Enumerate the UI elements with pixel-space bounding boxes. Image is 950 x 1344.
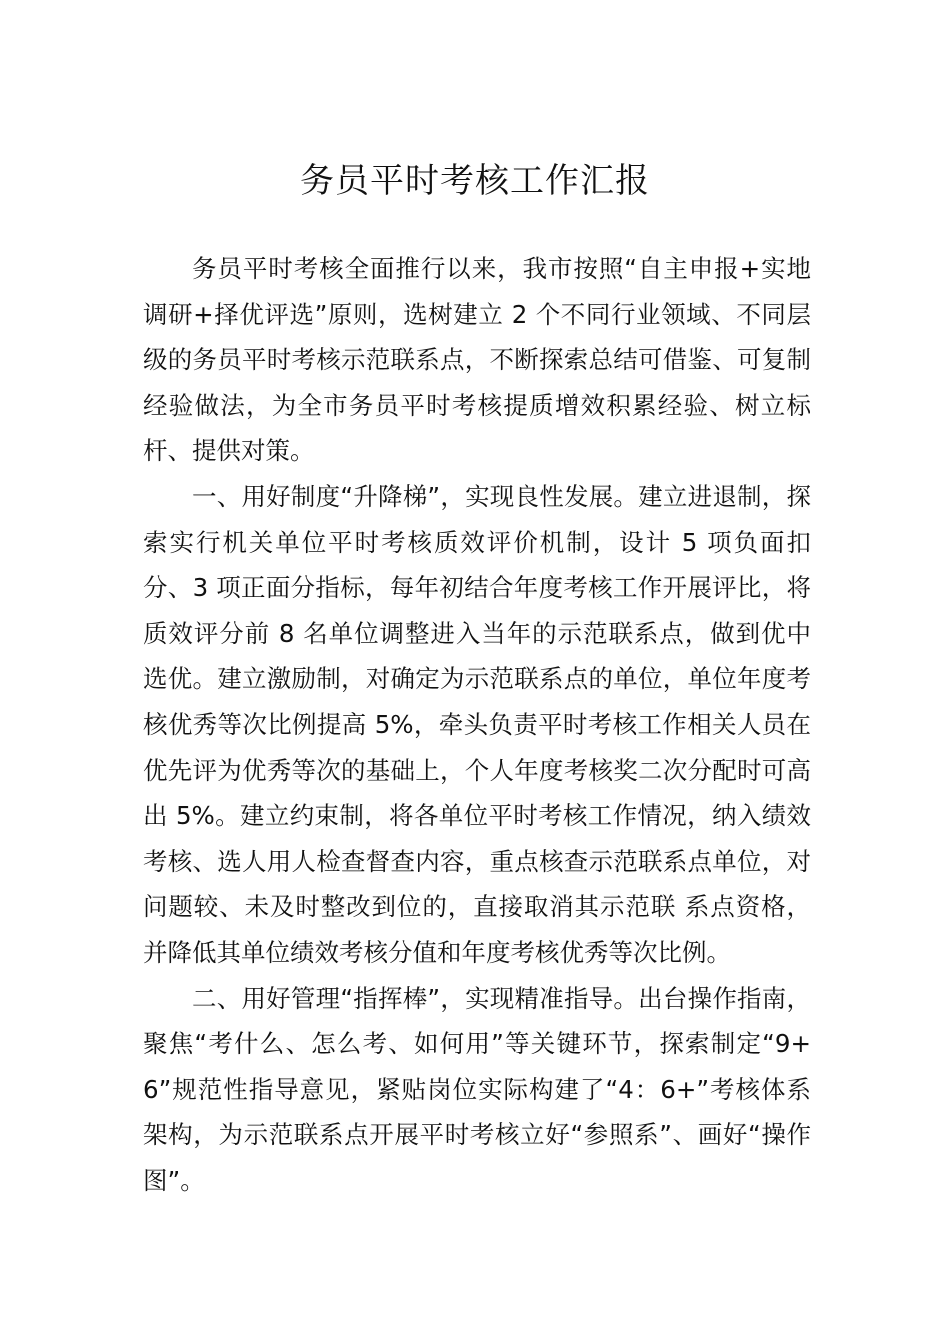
paragraph-intro: 务员平时考核全面推行以来，我市按照“自主申报+实地调研+择优评选”原则，选树建立 2 个不同行业领域、不同层级的务员平时考核示范联系点，不断探索总结可借鉴、可复制经验做法，为全市务员平时考核提质增效积累经验、树立标杆、提供对策。	[143, 254, 811, 466]
paragraph-section-one: 一、用好制度“升降梯”，实现良性发展。建立进退制，探索实行机关单位平时考核质效评价机制，设计 5 项负面扣分、3 项正面分指标，每年初结合年度考核工作开展评比，将质效评分前 8 名单位调整进入当年的示范联系点，做到优中选优。建立激励制，对确定为示范联系点的单位，单位年度考核优秀等次比例提高 5%，牵头负责平时考核工作相关人员在优先评为优秀等次的基础上，个人年度考核奖二次分配时可高出 5%。建立约束制，将各单位平时考核工作情况，纳入绩效考核、选人用人检查督查内容，重点核查示范联系点单位，对问题较、未及时整改到位的，直接取消其示范联 系点资格，并降低其单位绩效考核分值和年度考核优秀等次比例。	[143, 481, 811, 967]
paragraph-section-two: 二、用好管理“指挥棒”，实现精准指导。出台操作指南，聚焦“考什么、怎么考、如何用”等关键环节，探索制定“9+6”规范性指导意见，紧贴岗位实际构建了“4：6+”考核体系架构，为示范联系点开展平时考核立好“参照系”、画好“操作图”。	[143, 983, 811, 1195]
document-body	[143, 246, 811, 1203]
document-title: 务员平时考核工作汇报	[300, 161, 650, 201]
